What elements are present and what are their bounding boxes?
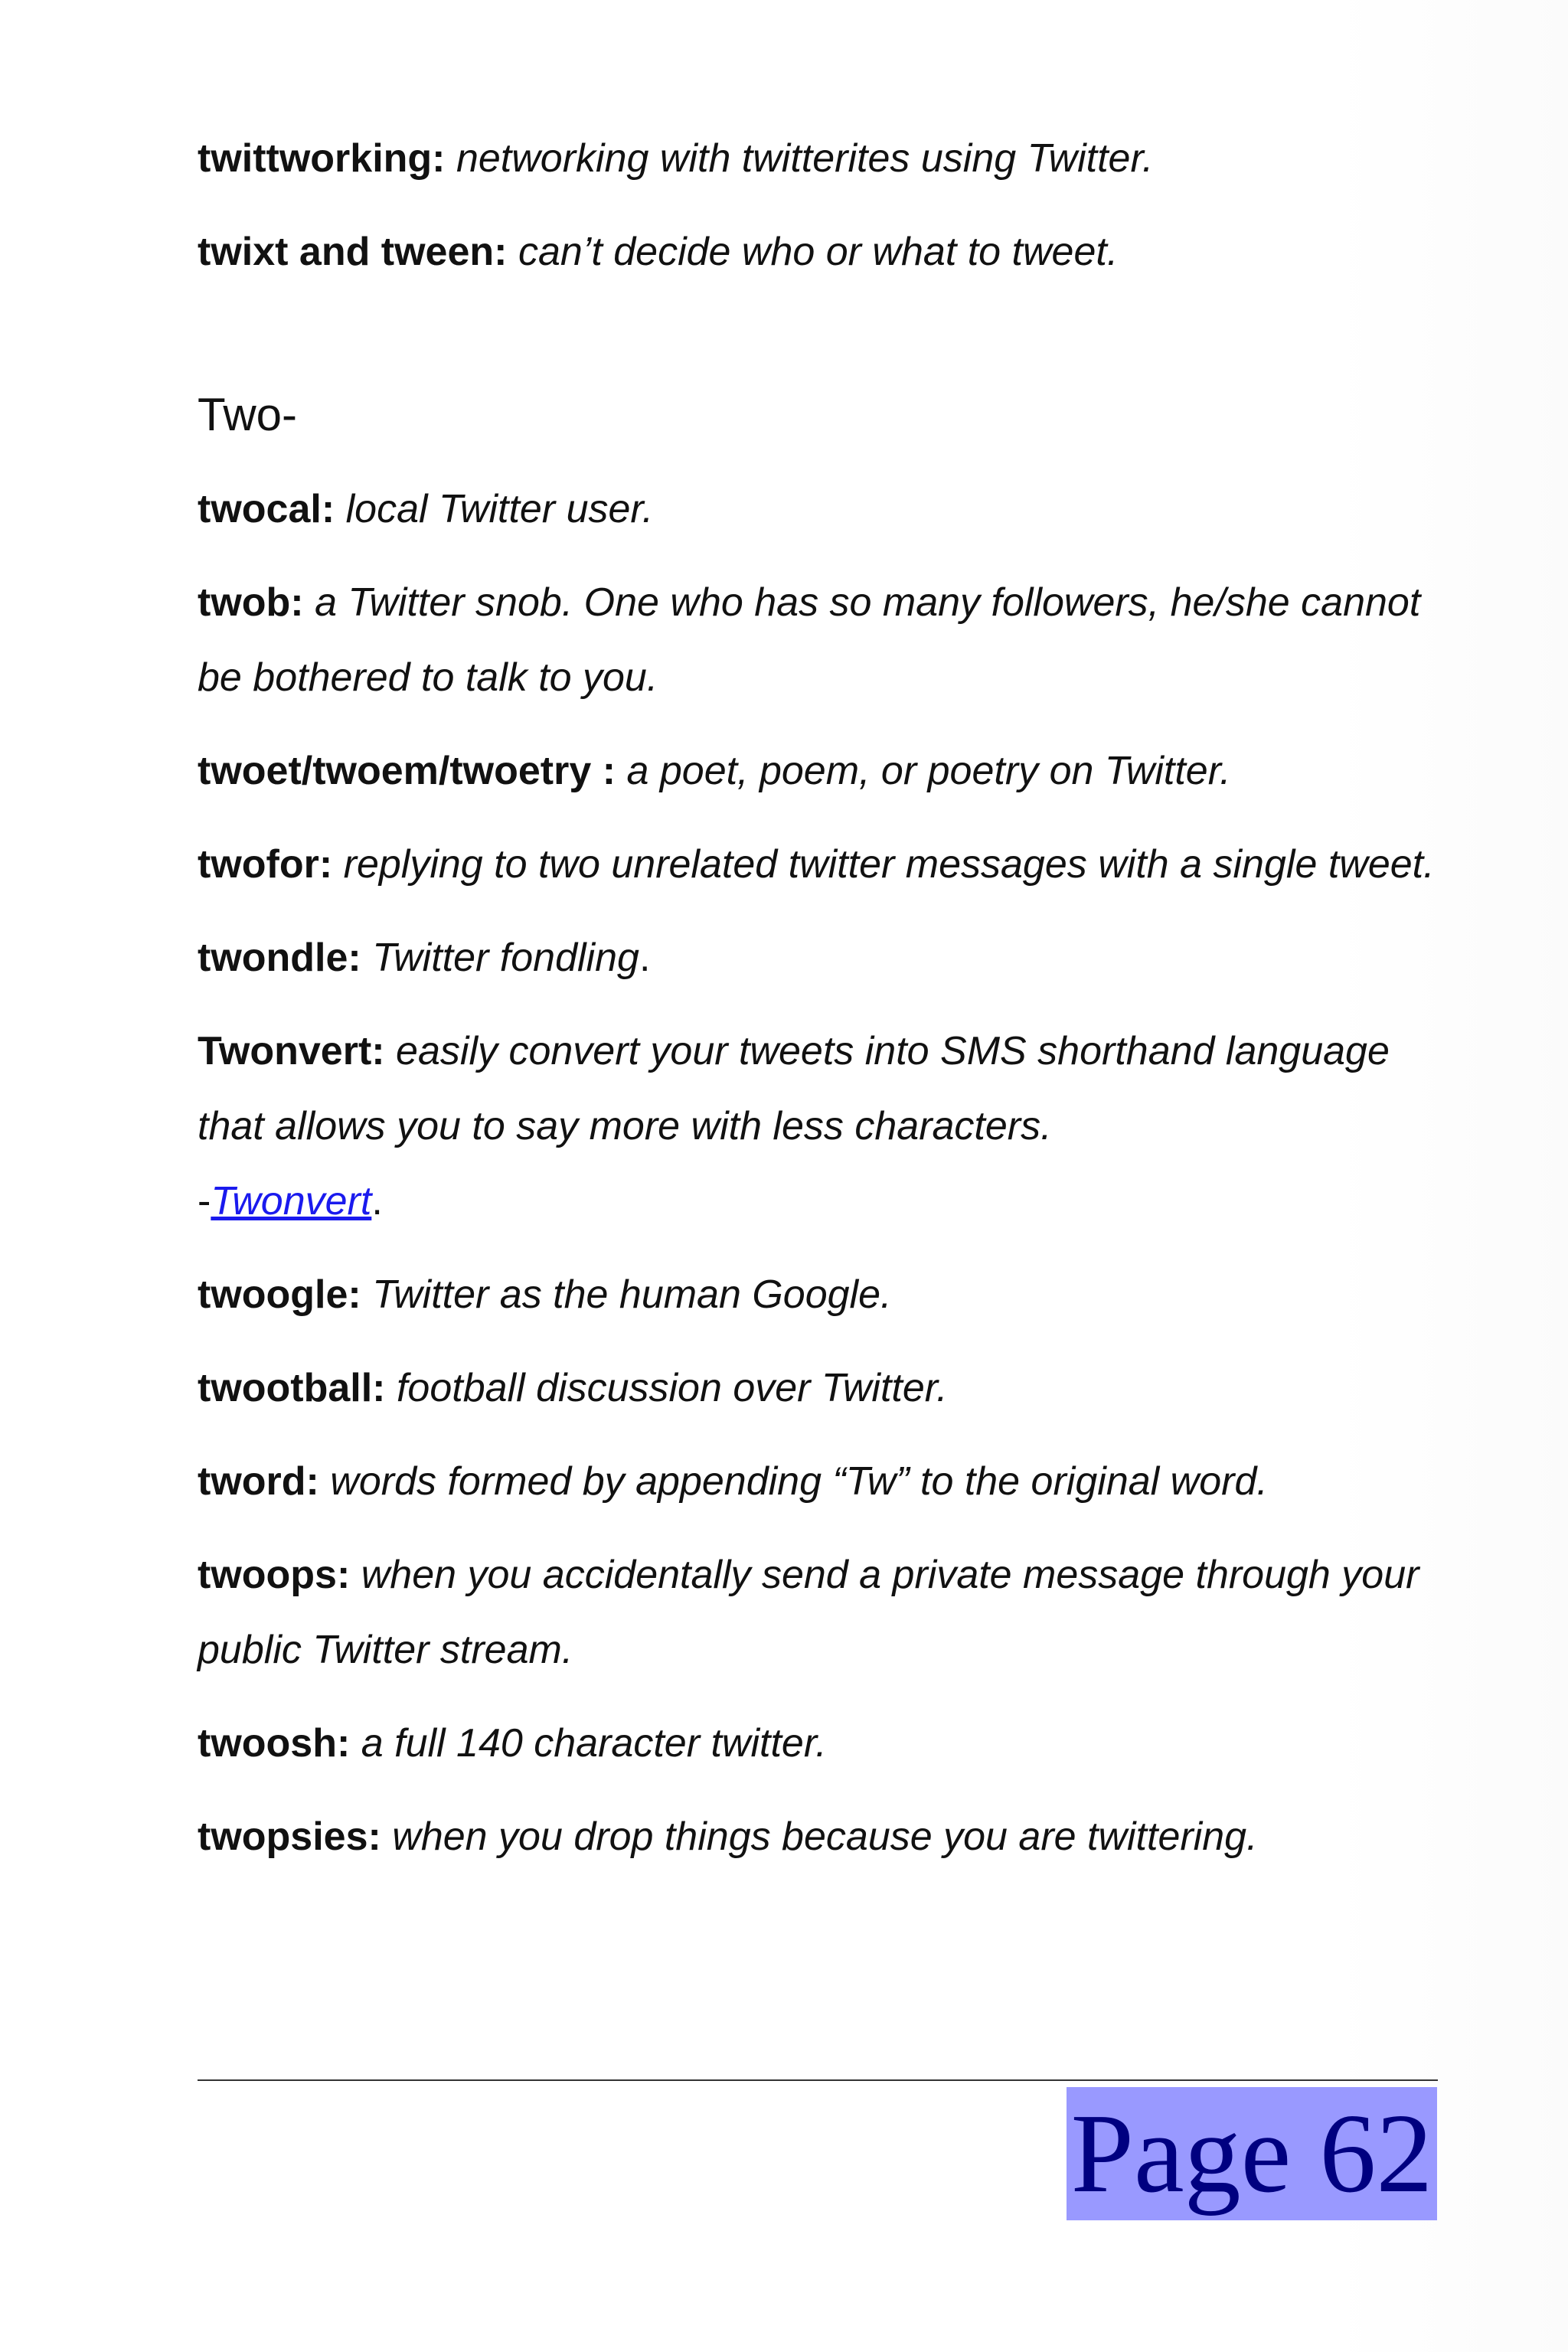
entry-definition: football discussion over Twitter. <box>396 1366 948 1410</box>
entry-term: twoet/twoem/twoetry : <box>198 749 616 793</box>
entry-term: Twonvert: <box>198 1029 385 1073</box>
glossary-entry-twixt-and-tween <box>198 214 1438 289</box>
glossary-entry-tword <box>198 1444 1438 1519</box>
entry-definition: a poet, poem, or poetry on Twitter. <box>626 749 1231 793</box>
glossary-entry-twoops <box>198 1537 1438 1687</box>
glossary-entry-twondle <box>198 920 1438 995</box>
entry-term: twoogle: <box>198 1272 361 1317</box>
glossary-entry-twittworking <box>198 121 1438 196</box>
entry-term: twopsies: <box>198 1815 381 1859</box>
entry-term: twob: <box>198 580 304 625</box>
entry-term: twoops: <box>198 1553 351 1597</box>
entry-term: twoosh: <box>198 1721 351 1766</box>
entry-term: twondle: <box>198 936 361 980</box>
entry-term: tword: <box>198 1459 319 1504</box>
entry-definition: local Twitter user. <box>345 487 654 531</box>
entry-term: twittworking: <box>198 136 446 181</box>
entry-definition: words formed by appending “Tw” to the original word. <box>330 1459 1268 1504</box>
glossary-entry-twopsies <box>198 1799 1438 1874</box>
entry-definition: networking with twitterites using Twitter. <box>456 136 1154 181</box>
entry-definition: a Twitter snob. One who has so many followers, he/she cannot be bothered to talk to you. <box>198 580 1421 700</box>
section-heading: Two- <box>198 389 298 440</box>
footer-divider <box>198 2079 1438 2081</box>
entry-definition: can’t decide who or what to tweet. <box>518 230 1119 274</box>
entry-term: twootball: <box>198 1366 386 1410</box>
entry-definition: Twitter as the human Google. <box>372 1272 892 1317</box>
glossary-content <box>198 121 1438 1893</box>
entry-term: twixt and tween: <box>198 230 508 274</box>
twonvert-link[interactable]: Twonvert <box>211 1179 372 1223</box>
glossary-entry-twofor <box>198 827 1438 902</box>
entry-definition: Twitter fondling <box>372 936 639 980</box>
glossary-entry-twoogle <box>198 1257 1438 1332</box>
source-prefix: - <box>198 1179 211 1223</box>
entry-trailing-period: . <box>639 936 651 980</box>
entry-definition: a full 140 character twitter. <box>361 1721 827 1766</box>
glossary-entry-twootball <box>198 1351 1438 1426</box>
entry-definition: when you drop things because you are twittering. <box>392 1815 1258 1859</box>
entry-term: twocal: <box>198 487 335 531</box>
entry-definition: replying to two unrelated twitter messages with a single tweet. <box>343 842 1435 887</box>
glossary-entry-twoet <box>198 733 1438 808</box>
glossary-entry-twoosh <box>198 1706 1438 1781</box>
glossary-entry-twob <box>198 565 1438 715</box>
entry-definition: easily convert your tweets into SMS shorthand language that allows you to say more with less characters. <box>198 1029 1390 1148</box>
entry-definition: when you accidentally send a private message through your public Twitter stream. <box>198 1553 1419 1672</box>
glossary-entry-twonvert <box>198 1014 1438 1239</box>
page-number: Page 62 <box>1067 2087 1437 2220</box>
entry-term: twofor: <box>198 842 333 887</box>
source-suffix: . <box>371 1179 383 1223</box>
glossary-entry-twocal <box>198 472 1438 547</box>
